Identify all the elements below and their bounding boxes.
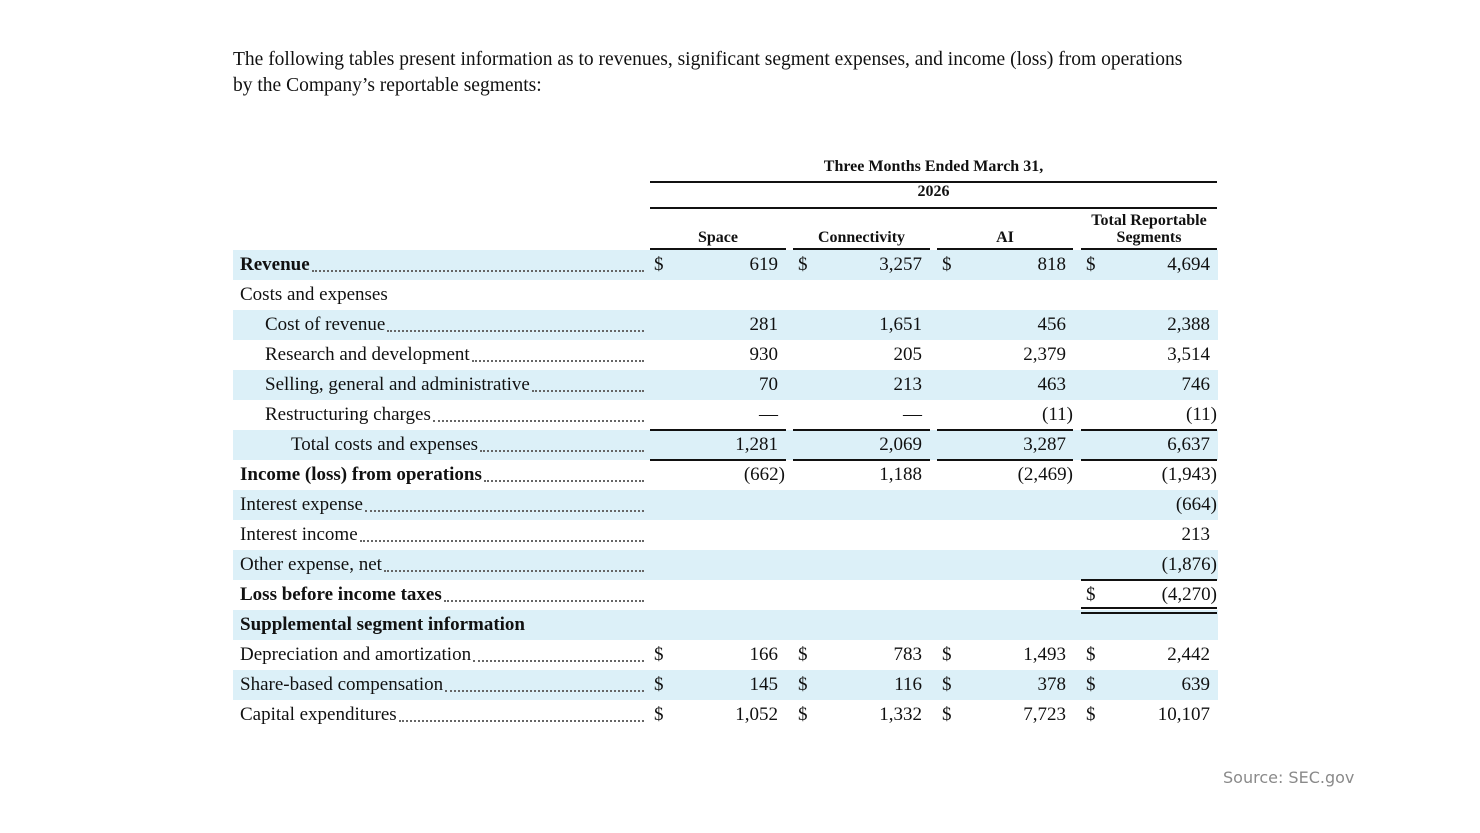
subtotal-rule bbox=[793, 459, 930, 461]
column-header-total: Total Reportable Segments bbox=[1091, 212, 1207, 246]
table-cell: — bbox=[903, 404, 922, 425]
table-cell: 205 bbox=[893, 344, 922, 365]
currency-symbol: $ bbox=[654, 674, 664, 695]
row-label: Depreciation and amortization bbox=[240, 644, 472, 665]
table-cell: 930 bbox=[749, 344, 778, 365]
table-cell: 2,379 bbox=[1023, 344, 1066, 365]
currency-symbol: $ bbox=[654, 644, 664, 665]
table-cell: 746 bbox=[1181, 374, 1210, 395]
row-label: Loss before income taxes bbox=[240, 584, 442, 605]
leader-dots bbox=[480, 450, 644, 452]
table-cell: (1,943) bbox=[1161, 464, 1217, 485]
leader-dots bbox=[384, 570, 644, 572]
row-label: Cost of revenue bbox=[265, 314, 386, 335]
leader-dots bbox=[399, 720, 644, 722]
currency-symbol: $ bbox=[942, 674, 952, 695]
row-label: Supplemental segment information bbox=[240, 614, 525, 635]
leader-dots bbox=[473, 660, 644, 662]
row-label: Other expense, net bbox=[240, 554, 382, 575]
row-label: Interest expense bbox=[240, 494, 363, 515]
row-label: Costs and expenses bbox=[240, 284, 388, 305]
table-cell: (664) bbox=[1175, 494, 1217, 515]
table-cell: 463 bbox=[1037, 374, 1066, 395]
table-cell: (11) bbox=[1186, 404, 1217, 425]
double-underline bbox=[1081, 607, 1217, 614]
row-label: Interest income bbox=[240, 524, 358, 545]
table-cell: 116 bbox=[894, 674, 922, 695]
year-header: 2026 bbox=[917, 183, 950, 200]
currency-symbol: $ bbox=[1086, 584, 1096, 605]
leader-dots bbox=[312, 270, 644, 272]
table-row bbox=[233, 250, 1218, 280]
table-cell: 3,514 bbox=[1167, 344, 1210, 365]
table-cell: 783 bbox=[893, 644, 922, 665]
currency-symbol: $ bbox=[942, 704, 952, 725]
table-cell: 7,723 bbox=[1023, 704, 1066, 725]
subtotal-rule bbox=[937, 429, 1073, 431]
leader-dots bbox=[532, 390, 644, 392]
column-header-ai: AI bbox=[996, 229, 1014, 246]
leader-dots bbox=[365, 510, 644, 512]
currency-symbol: $ bbox=[798, 254, 808, 275]
row-label: Income (loss) from operations bbox=[240, 464, 482, 485]
currency-symbol: $ bbox=[1086, 644, 1096, 665]
table-cell: 145 bbox=[749, 674, 778, 695]
currency-symbol: $ bbox=[798, 674, 808, 695]
table-cell: (662) bbox=[743, 464, 785, 485]
leader-dots bbox=[433, 420, 644, 422]
table-cell: 639 bbox=[1181, 674, 1210, 695]
table-cell: 456 bbox=[1037, 314, 1066, 335]
currency-symbol: $ bbox=[798, 644, 808, 665]
table-cell: 166 bbox=[749, 644, 778, 665]
table-cell: (11) bbox=[1042, 404, 1073, 425]
leader-dots bbox=[484, 480, 644, 482]
row-label: Revenue bbox=[240, 254, 310, 275]
table-row bbox=[233, 580, 1218, 610]
currency-symbol: $ bbox=[1086, 254, 1096, 275]
total-rule bbox=[1081, 579, 1217, 581]
currency-symbol: $ bbox=[654, 704, 664, 725]
table-row bbox=[233, 430, 1218, 460]
table-cell: 1,052 bbox=[735, 704, 778, 725]
leader-dots bbox=[445, 690, 644, 692]
table-row bbox=[233, 460, 1218, 490]
currency-symbol: $ bbox=[798, 704, 808, 725]
subtotal-rule bbox=[1081, 429, 1217, 431]
table-cell: 213 bbox=[1181, 524, 1210, 545]
table-cell: 1,332 bbox=[879, 704, 922, 725]
row-label: Capital expenditures bbox=[240, 704, 397, 725]
table-row bbox=[233, 610, 1218, 640]
currency-symbol: $ bbox=[942, 644, 952, 665]
table-cell: 1,188 bbox=[879, 464, 922, 485]
table-cell: 1,651 bbox=[879, 314, 922, 335]
currency-symbol: $ bbox=[942, 254, 952, 275]
leader-dots bbox=[444, 600, 644, 602]
column-header-space: Space bbox=[698, 229, 738, 246]
table-cell: 213 bbox=[893, 374, 922, 395]
subtotal-rule bbox=[1081, 459, 1217, 461]
row-label: Share-based compensation bbox=[240, 674, 444, 695]
table-cell: 2,069 bbox=[879, 434, 922, 455]
intro-paragraph: The following tables present information as to revenues, significant segment expenses, and income (loss) from operations by the Company’s reportable segments: bbox=[233, 49, 1183, 96]
row-label: Restructuring charges bbox=[265, 404, 431, 425]
currency-symbol: $ bbox=[1086, 674, 1096, 695]
table-cell: 1,493 bbox=[1023, 644, 1066, 665]
table-cell: 70 bbox=[759, 374, 778, 395]
period-header: Three Months Ended March 31, bbox=[823, 158, 1044, 175]
currency-symbol: $ bbox=[654, 254, 664, 275]
leader-dots bbox=[472, 360, 644, 362]
table-cell: 818 bbox=[1037, 254, 1066, 275]
table-row bbox=[233, 310, 1218, 340]
table-cell: (2,469) bbox=[1017, 464, 1073, 485]
table-cell: 3,257 bbox=[879, 254, 922, 275]
subtotal-rule bbox=[937, 459, 1073, 461]
table-row bbox=[233, 640, 1218, 670]
column-header-connectivity: Connectivity bbox=[817, 229, 906, 246]
table-cell: 2,388 bbox=[1167, 314, 1210, 335]
table-cell: 3,287 bbox=[1023, 434, 1066, 455]
table-cell: (1,876) bbox=[1161, 554, 1217, 575]
table-row bbox=[233, 550, 1218, 580]
leader-dots bbox=[360, 540, 644, 542]
table-row bbox=[233, 400, 1218, 430]
table-cell: 6,637 bbox=[1167, 434, 1210, 455]
year-rule bbox=[650, 207, 1217, 209]
table-cell: 619 bbox=[749, 254, 778, 275]
table-row bbox=[233, 280, 1218, 310]
table-row bbox=[233, 490, 1218, 520]
row-label: Total costs and expenses bbox=[291, 434, 479, 455]
subtotal-rule bbox=[793, 429, 930, 431]
table-cell: (4,270) bbox=[1161, 584, 1217, 605]
currency-symbol: $ bbox=[1086, 704, 1096, 725]
leader-dots bbox=[387, 330, 644, 332]
table-row bbox=[233, 670, 1218, 700]
table-cell: — bbox=[759, 404, 778, 425]
table-cell: 1,281 bbox=[735, 434, 778, 455]
subtotal-rule bbox=[650, 459, 786, 461]
subtotal-rule bbox=[650, 429, 786, 431]
table-cell: 2,442 bbox=[1167, 644, 1210, 665]
table-row bbox=[233, 370, 1218, 400]
table-row bbox=[233, 520, 1218, 550]
source-caption: Source: SEC.gov bbox=[1223, 768, 1355, 787]
table-cell: 378 bbox=[1037, 674, 1066, 695]
table-cell: 281 bbox=[749, 314, 778, 335]
table-cell: 10,107 bbox=[1157, 704, 1210, 725]
table-row bbox=[233, 700, 1218, 730]
table-row bbox=[233, 340, 1218, 370]
row-label: Research and development bbox=[265, 344, 470, 365]
table-cell: 4,694 bbox=[1167, 254, 1210, 275]
row-label: Selling, general and administrative bbox=[265, 374, 530, 395]
